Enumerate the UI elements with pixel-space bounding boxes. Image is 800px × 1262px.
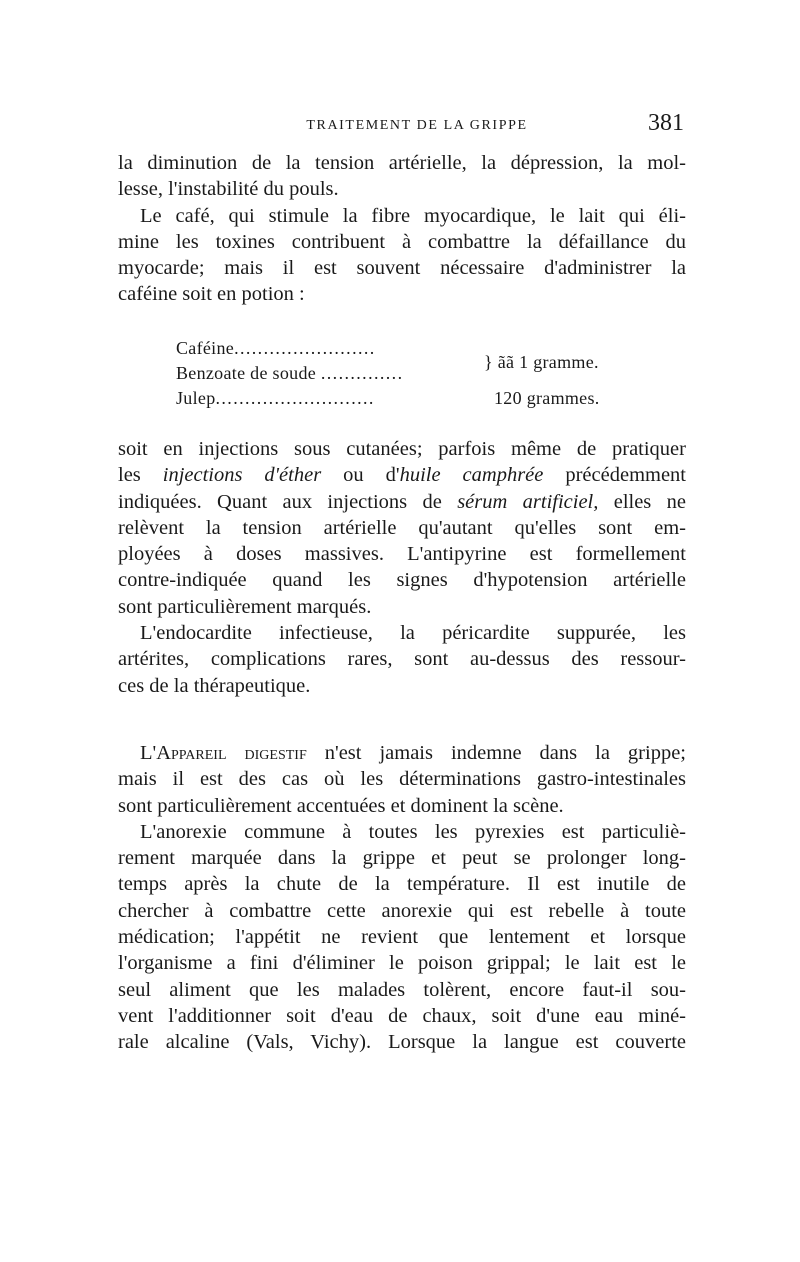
text-line: temps après la chute de la température. Il est inutile de bbox=[118, 873, 686, 896]
text-line: la diminution de la tension artérielle, la dépression, la mol- bbox=[118, 152, 686, 174]
text-line: L'Appareil digestif n'est jamais indemne dans la grippe; bbox=[140, 742, 686, 764]
leader-dots: .............. bbox=[320, 363, 404, 383]
text-line: L'anorexie commune à toutes les pyrexies est particuliè- bbox=[140, 820, 686, 843]
ingredient-name: Caféine bbox=[176, 338, 235, 358]
text-line: vent l'additionner soit d'eau de chaux, soit d'une eau miné- bbox=[118, 1004, 686, 1027]
italic-term: injections d'éther bbox=[162, 464, 322, 487]
text-line: médication; l'appétit ne revient que lentement et lorsque bbox=[118, 926, 686, 949]
text-line: rement marquée dans la grippe et peut se prolonger long- bbox=[118, 847, 686, 870]
text-line: soit en injections sous cutanées; parfois même de pratiquer bbox=[118, 438, 686, 460]
text-line: L'endocardite infectieuse, la péricardite suppurée, les bbox=[140, 622, 686, 645]
brace-quantity: } ãã 1 gramme. bbox=[484, 352, 599, 372]
text-line: sont particulièrement marqués. bbox=[118, 595, 372, 618]
text-line: caféine soit en potion : bbox=[118, 283, 305, 306]
text-line: ployées à doses massives. L'antipyrine est formellement bbox=[118, 543, 686, 566]
text-line: seul aliment que les malades tolèrent, encore faut-il sou- bbox=[118, 978, 686, 1001]
italic-term: sérum artificiel, bbox=[457, 490, 599, 513]
ingredient-name: Julep bbox=[176, 388, 216, 408]
leader-dots: ........................ bbox=[234, 338, 376, 358]
ingredient-quantity: 120 grammes. bbox=[494, 388, 600, 408]
text-line: lesse, l'instabilité du pouls. bbox=[118, 178, 339, 201]
text-line: chercher à combattre cette anorexie qui est rebelle à toute bbox=[118, 899, 686, 922]
text-line: l'organisme a fini d'éliminer le poison grippal; le lait est le bbox=[118, 952, 686, 975]
text-line: Le café, qui stimule la fibre myocardique, le lait qui éli- bbox=[140, 204, 686, 227]
text-block-upper bbox=[118, 150, 686, 308]
page-number: 381 bbox=[648, 110, 684, 136]
page-header bbox=[118, 112, 686, 142]
ingredient-name: Benzoate de soude bbox=[176, 363, 317, 383]
prescription-formula bbox=[176, 336, 636, 411]
text-block-lower bbox=[118, 740, 686, 1056]
text-line: indiquées. Quant aux injections de sérum artificiel, elles ne bbox=[118, 490, 686, 513]
text-line: sont particulièrement accentuées et dominent la scène. bbox=[118, 794, 564, 817]
text-block-middle bbox=[118, 436, 686, 699]
text-line: myocarde; mais il est souvent nécessaire d'administrer la bbox=[118, 257, 686, 280]
text-line: ces de la thérapeutique. bbox=[118, 674, 311, 697]
prescription-row bbox=[176, 386, 636, 411]
text-line: les injections d'éther ou d'huile camphrée précédemment bbox=[118, 464, 686, 487]
text-line: mais il est des cas où les déterminations gastro-intestinales bbox=[118, 768, 686, 791]
text-line: rale alcaline (Vals, Vichy). Lorsque la langue est couverte bbox=[118, 1031, 686, 1054]
text-line: contre-indiquée quand les signes d'hypotension artérielle bbox=[118, 569, 686, 592]
leader-dots: ........................... bbox=[215, 388, 375, 408]
italic-term: huile camphrée bbox=[399, 464, 544, 487]
text-line: artérites, complications rares, sont au-dessus des ressour- bbox=[118, 648, 686, 671]
running-head: TRAITEMENT DE LA GRIPPE bbox=[306, 118, 528, 133]
section-term: Appareil digestif bbox=[156, 742, 307, 764]
text-line: relèvent la tension artérielle qu'autant qu'elles sont em- bbox=[118, 516, 686, 539]
text-line: mine les toxines contribuent à combattre la défaillance du bbox=[118, 230, 686, 253]
